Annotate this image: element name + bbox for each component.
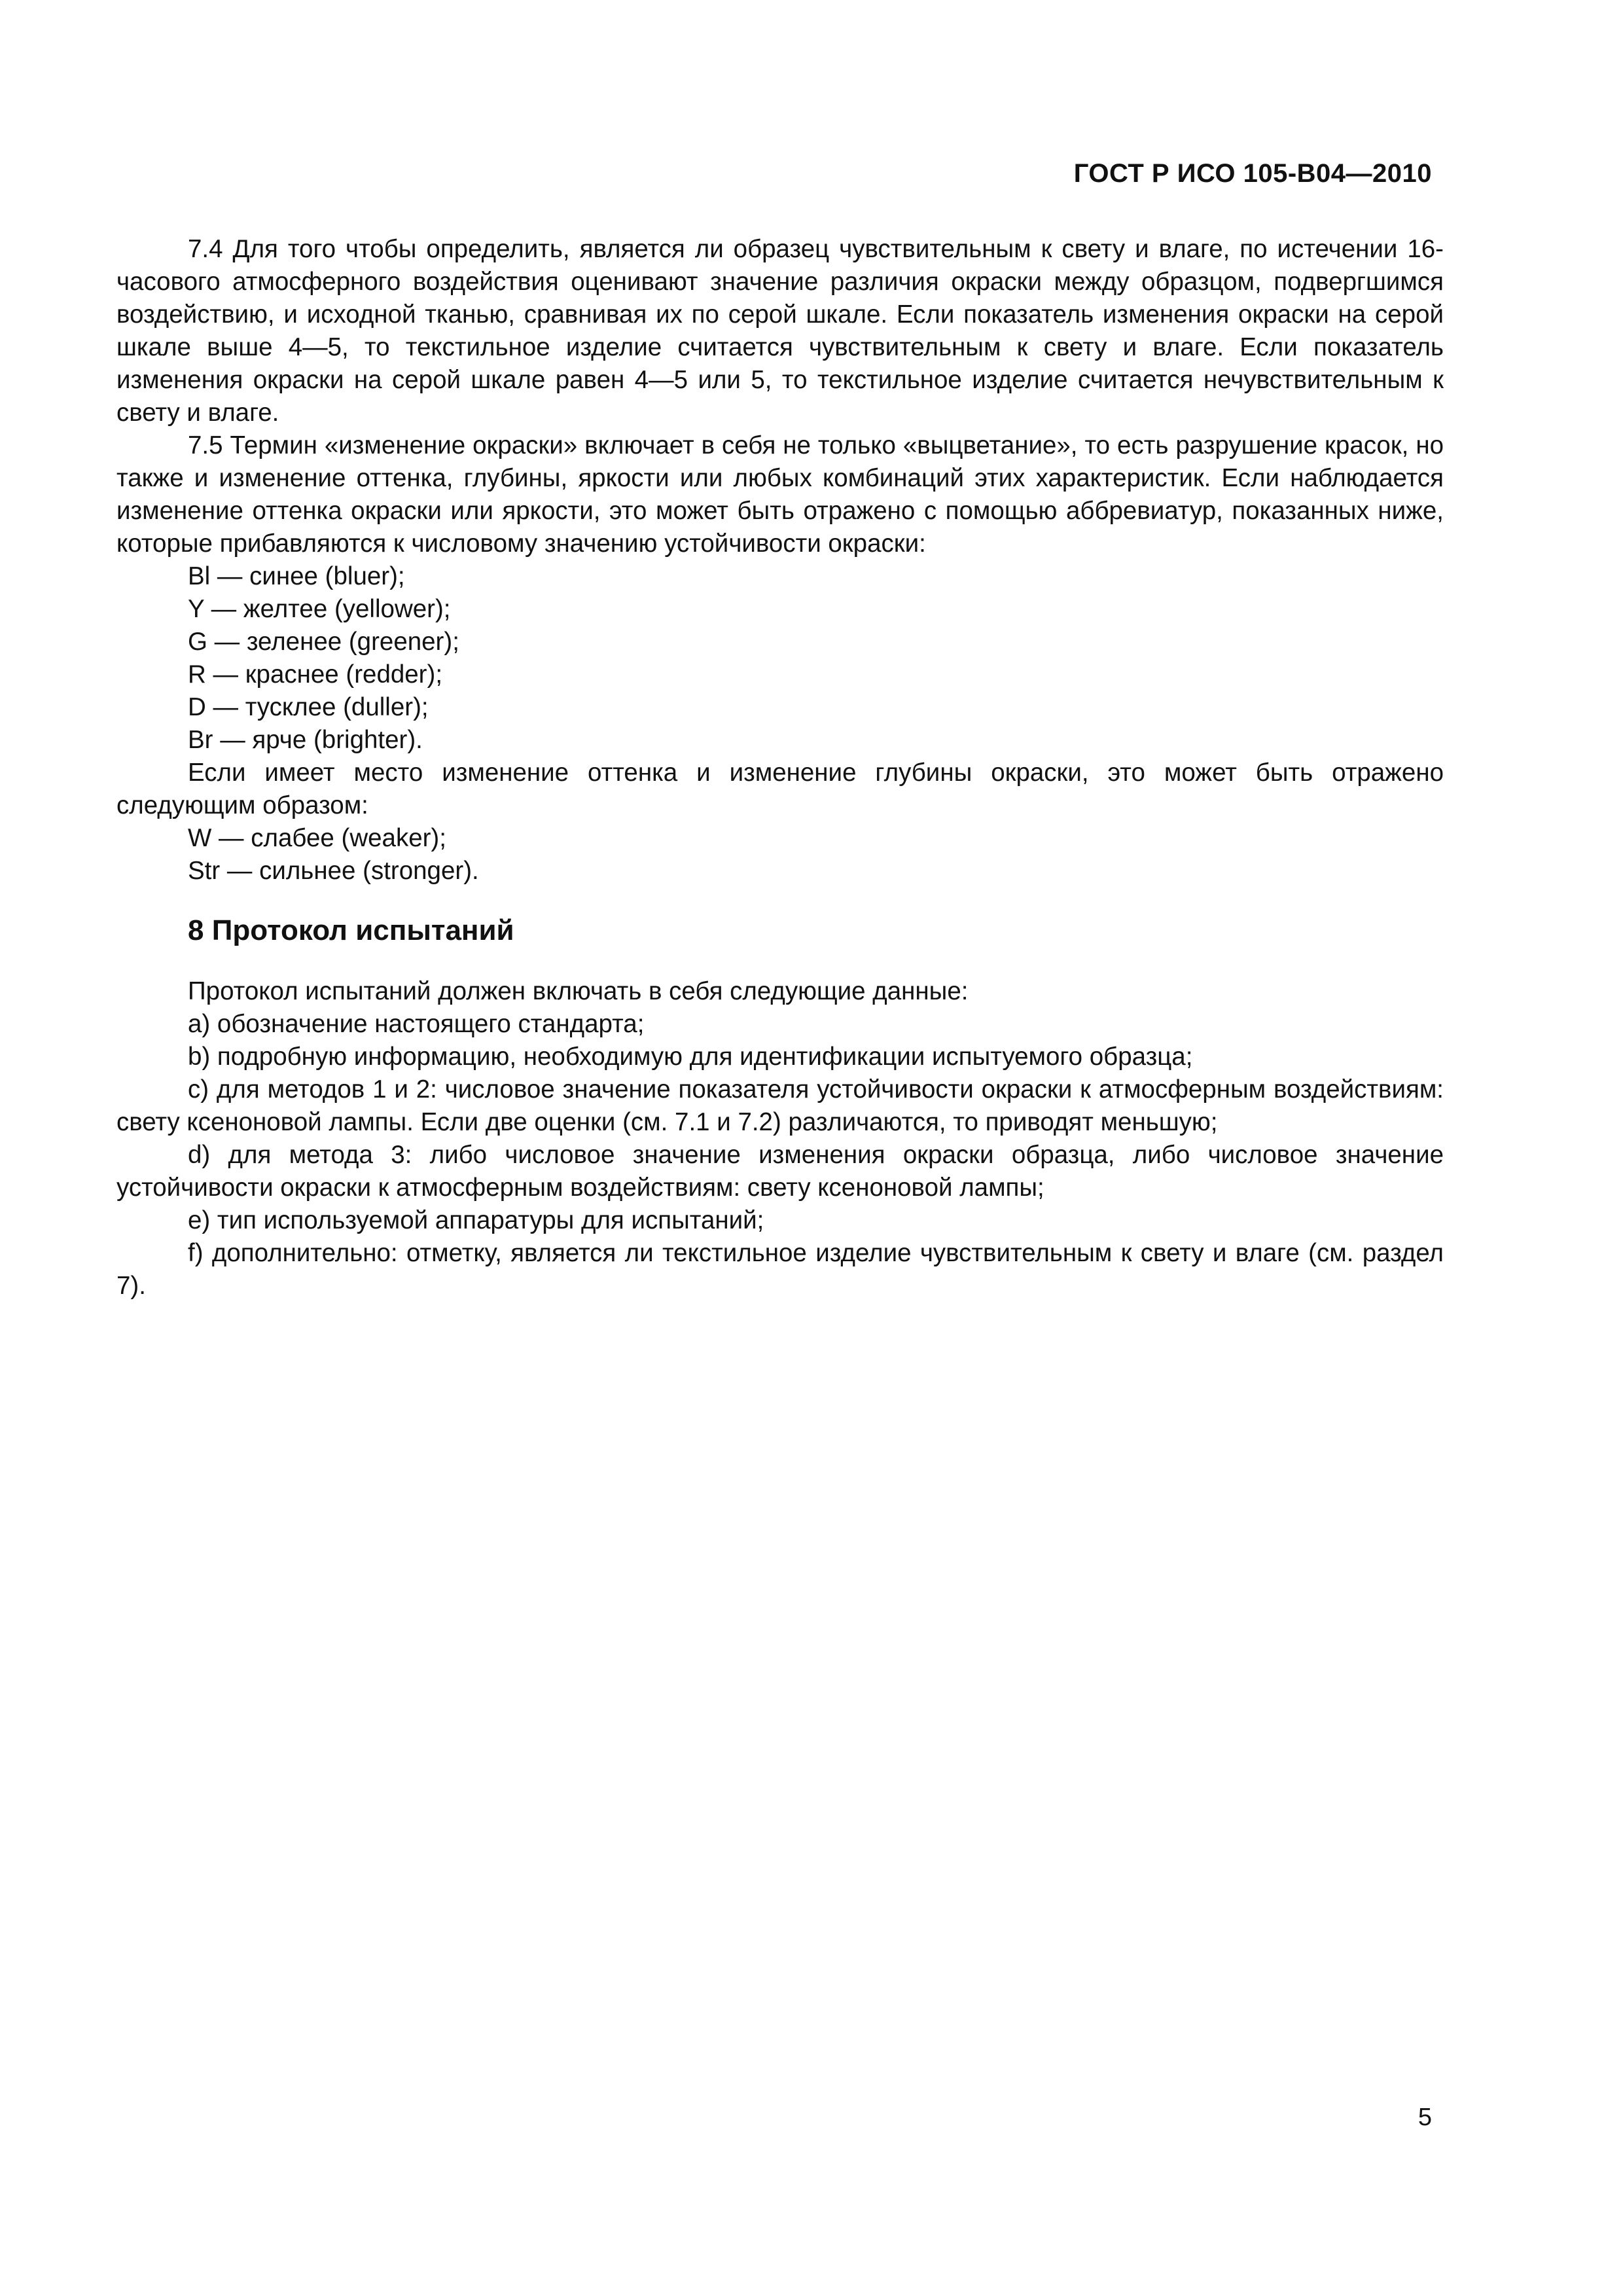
report-item-b: b) подробную информацию, необходимую для идентификации испытуемого образца; [188,1043,1193,1071]
standard-code-header: ГОСТ Р ИСО 105-B04—2010 [1073,159,1432,188]
abbreviation-item: Br — ярче (brighter). [188,726,423,754]
report-item-e: e) тип используемой аппаратуры для испытаний; [188,1206,764,1234]
abbreviation-item: W — слабее (weaker); [188,824,446,852]
abbreviation-item: D — тусклее (duller); [188,693,429,721]
report-item-a: a) обозначение настоящего стандарта; [188,1010,645,1038]
paragraph-depth-change: Если имеет место изменение оттенка и изменение глубины окраски, это может быть отражено следующим образом: [116,759,1444,819]
section-8-heading: 8 Протокол испытаний [188,914,514,946]
paragraph-7-4: 7.4 Для того чтобы определить, является ли образец чувствительным к свету и влаге, по истечении 16-часового атмосферного воздействия оценивают значение различия окраски между образцом, подвергшимся воздействию, и исходной тканью, сравнивая их по серой шкале. Если показатель изменения окраски на серой шкале выше 4—5, то текстильное изделие считается чувствительным к свету и влаге. Если показатель изменения окраски на серой шкале равен 4—5 или 5, то текстильное изделие считается нечувствительным к свету и влаге. [116,235,1444,427]
report-item-f: f) дополнительно: отметку, является ли текстильное изделие чувствительным к свету и влаге (см. раздел 7). [116,1239,1444,1300]
page-number: 5 [1418,2104,1432,2131]
report-item-c: c) для методов 1 и 2: числовое значение показателя устойчивости окраски к атмосферным воздействиям: свету ксеноновой лампы. Если две оценки (см. 7.1 и 7.2) различаются, то приводят меньшую; [116,1075,1444,1136]
abbreviation-item: R — краснее (redder); [188,660,443,689]
abbreviation-item: Y — желтее (yellower); [188,595,451,623]
report-item-d: d) для метода 3: либо числовое значение изменения окраски образца, либо числовое значение устойчивости окраски к атмосферным воздействиям: свету ксеноновой лампы; [116,1141,1444,1202]
abbreviation-item: Bl — синее (bluer); [188,562,405,590]
abbreviation-item: Str — сильнее (stronger). [188,857,479,885]
paragraph-7-5: 7.5 Термин «изменение окраски» включает в себя не только «выцветание», то есть разрушение красок, но также и изменение оттенка, глубины, яркости или любых комбинаций этих характеристик. Если наблюдается изменение оттенка окраски или яркости, это может быть отражено с помощью аббревиатур, показанных ниже, которые прибавляются к числовому значению устойчивости окраски: [116,431,1444,558]
page-body [116,233,1444,1302]
section-8-intro: Протокол испытаний должен включать в себя следующие данные: [188,977,969,1005]
abbreviation-item: G — зеленее (greener); [188,628,459,656]
